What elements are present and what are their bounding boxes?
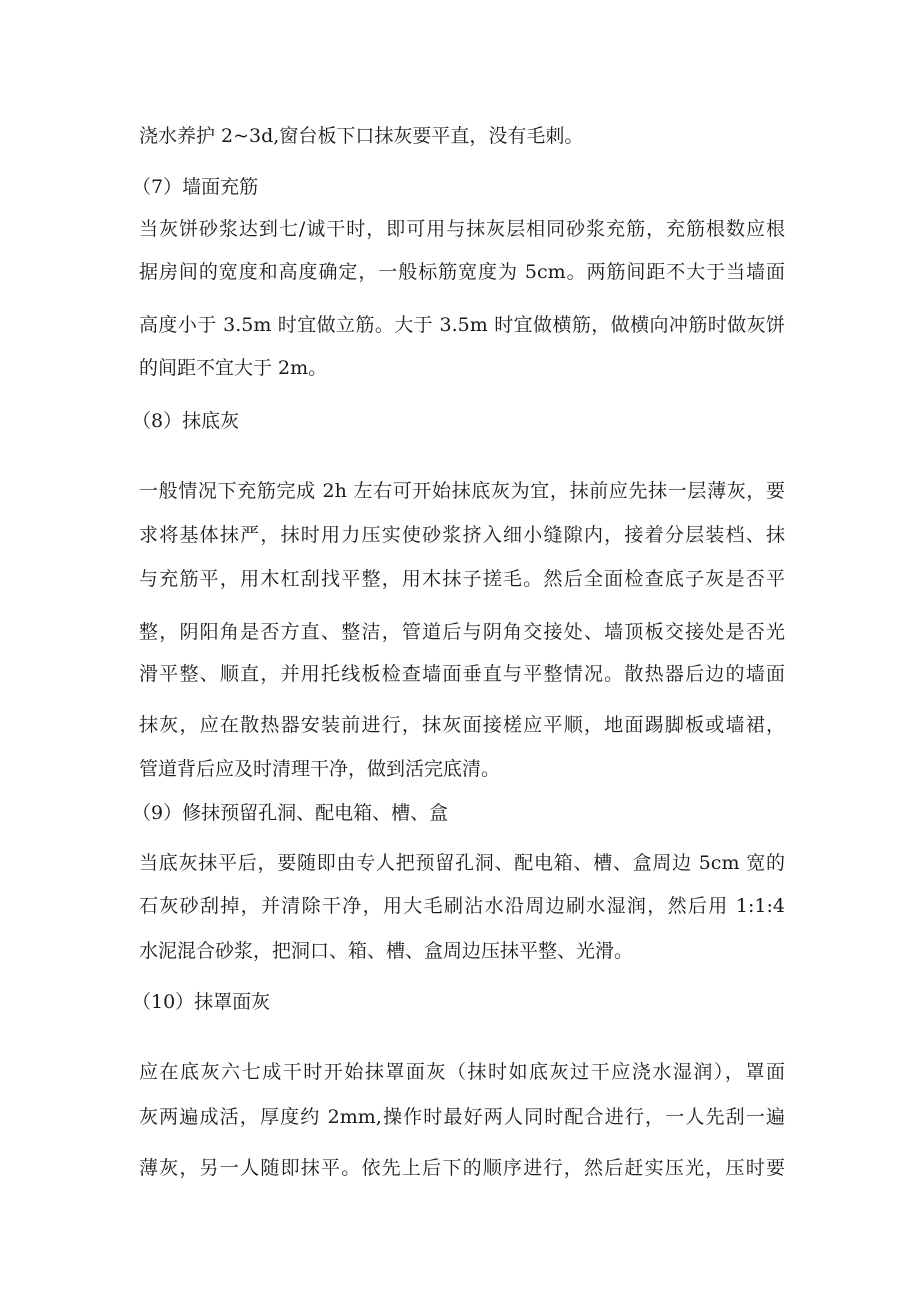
text-line: 与充筋平，用木杠刮找平整，用木抹子搓毛。然后全面检查底子灰是否平 [139,568,785,590]
text-line: 高度小于 3.5m 时宜做立筋。大于 3.5m 时宜做横筋，做横向冲筋时做灰饼 [139,314,785,336]
text-line: 滑平整、顺直，并用托线板检查墙面垂直与平整情况。散热器后边的墙面 [139,663,785,685]
text-line: 薄灰，另一人随即抹平。依先上后下的顺序进行，然后赶实压光，压时要 [139,1157,785,1179]
section-heading: （10）抹罩面灰 [132,991,271,1013]
text-line: 应在底灰六七成干时开始抹罩面灰（抹时如底灰过干应浇水湿润），罩面 [139,1061,785,1083]
text-line: 一般情况下充筋完成 2h 左右可开始抹底灰为宜，抹前应先抹一层薄灰，要 [139,480,785,502]
text-line: 据房间的宽度和高度确定，一般标筋宽度为 5cm。两筋间距不大于当墙面 [139,261,785,283]
text-line: 石灰砂刮掉，并清除干净，用大毛刷沾水沿周边刷水湿润，然后用 1:1:4 [139,895,785,917]
text-line: 的间距不宜大于 2m。 [139,357,328,379]
text-line: 当灰饼砂浆达到七/诚干时，即可用与抹灰层相同砂浆充筋，充筋根数应根 [139,218,785,240]
text-line: 浇水养护 2~3d,窗台板下口抹灰要平直，没有毛刺。 [139,125,584,147]
text-line: 抹灰，应在散热器安装前进行，抹灰面接槎应平顺，地面踢脚板或墙裙， [139,714,785,736]
section-heading: （9）修抹预留孔洞、配电箱、槽、盒 [132,802,449,824]
text-line: 求将基体抹严，抹时用力压实使砂浆挤入细小缝隙内，接着分层装档、抹 [139,524,785,546]
text-line: 当底灰抹平后，要随即由专人把预留孔洞、配电箱、槽、盒周边 5cm 宽的 [139,852,785,874]
text-line: 水泥混合砂浆，把洞口、箱、槽、盒周边压抹平整、光滑。 [139,940,634,962]
text-line: 管道背后应及时清理干净，做到活完底清。 [139,758,501,780]
text-line: 整，阴阳角是否方直、整洁，管道后与阴角交接处、墙顶板交接处是否光 [139,621,785,643]
section-heading: （8）抹底灰 [132,410,240,432]
section-heading: （7）墙面充筋 [132,176,259,198]
text-line: 灰两遍成活，厚度约 2mm,操作时最好两人同时配合进行，一人先刮一遍 [139,1106,785,1128]
